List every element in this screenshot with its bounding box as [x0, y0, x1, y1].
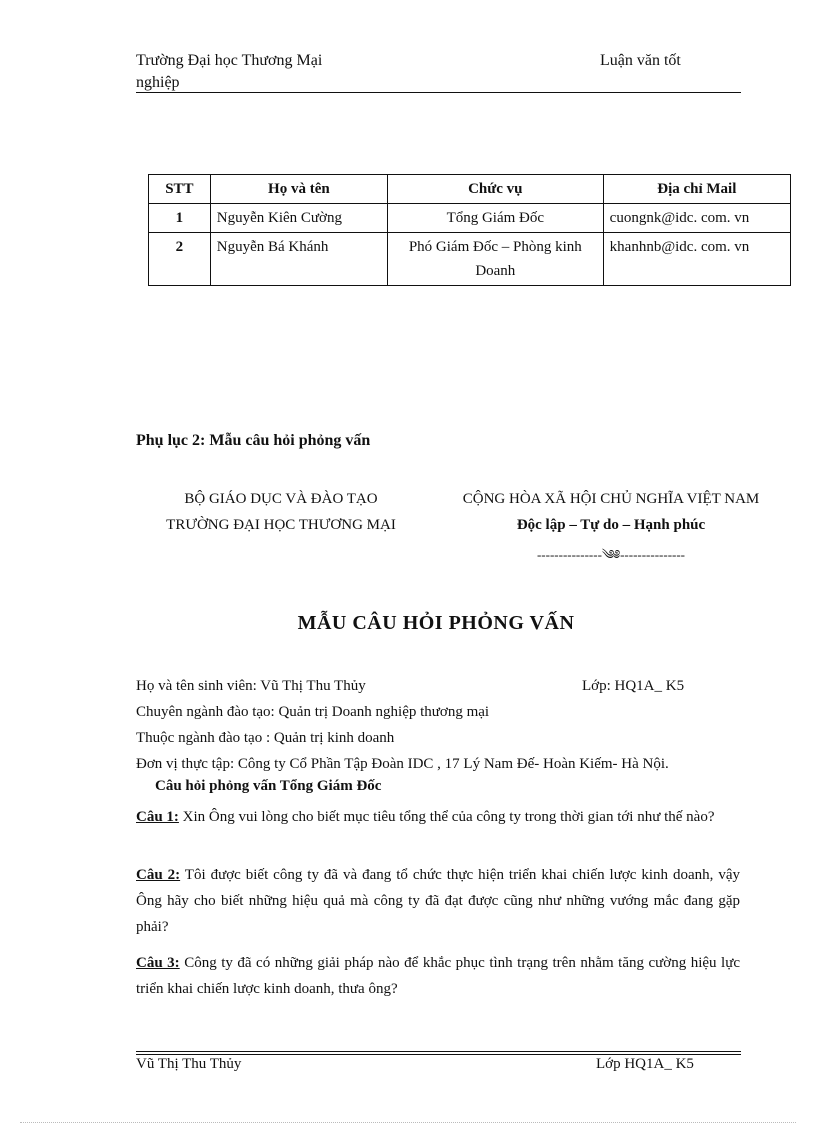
table-row [149, 233, 791, 286]
question-label: Câu 1: [136, 809, 179, 825]
student-class: Lớp: HQ1A_ K5 [582, 678, 685, 694]
cell-stt: 1 [149, 204, 211, 233]
header-thesis: Luận văn tốt [600, 52, 681, 69]
appendix-title: Phụ lục 2: Mẫu câu hỏi phỏng vấn [136, 432, 371, 449]
cell-stt: 2 [149, 233, 211, 286]
col-header-name: Họ và tên [210, 175, 387, 204]
question-label: Câu 2: [136, 867, 181, 883]
cell-position: Phó Giám Đốc – Phòng kinh Doanh [387, 233, 603, 286]
cell-name: Nguyễn Bá Khánh [210, 233, 387, 286]
republic-name: CỘNG HÒA XÃ HỘI CHỦ NGHĨA VIỆT NAM [462, 491, 760, 507]
form-title: MẪU CÂU HỎI PHỎNG VẤN [297, 612, 575, 634]
internship-unit: Đơn vị thực tập: Công ty Cổ Phần Tập Đoàn IDC , 17 Lý Nam Đế- Hoàn Kiếm- Hà Nội. [136, 756, 669, 772]
header-school-name: Trường Đại học Thương Mại [136, 52, 323, 69]
ministry-name: BỘ GIÁO DỤC VÀ ĐÀO TẠO [184, 491, 378, 507]
question-text: Công ty đã có những giải pháp nào để khắc phục tình trạng trên nhằm tăng cường hiệu lực triển khai chiến lược kinh doanh, thưa ông? [136, 955, 741, 997]
footer-author: Vũ Thị Thu Thủy [136, 1056, 242, 1072]
national-motto: Độc lập – Tự do – Hạnh phúc [516, 517, 706, 533]
header-school [136, 50, 436, 94]
table-row [149, 204, 791, 233]
cell-mail: cuongnk@idc. com. vn [603, 204, 790, 233]
student-faculty: Thuộc ngành đào tạo : Quản trị kinh doanh [136, 730, 395, 746]
question-3 [136, 950, 740, 1002]
question-2 [136, 862, 740, 940]
cell-name: Nguyễn Kiên Cường [210, 204, 387, 233]
org-left-block [136, 486, 426, 538]
table-header-row [149, 175, 791, 204]
university-name: TRƯỜNG ĐẠI HỌC THƯƠNG MẠI [166, 517, 396, 533]
student-name: Họ và tên sinh viên: Vũ Thị Thu Thủy [136, 678, 366, 694]
col-header-position: Chức vụ [387, 175, 603, 204]
header-school-cont: nghiệp [136, 74, 180, 91]
footer-class: Lớp HQ1A_ K5 [596, 1056, 694, 1072]
cell-mail: khanhnb@idc. com. vn [603, 233, 790, 286]
student-major: Chuyên ngành đào tạo: Quản trị Doanh nghiệp thương mại [136, 704, 490, 720]
org-right-block [436, 486, 786, 538]
col-header-mail: Địa chỉ Mail [603, 175, 790, 204]
footer-divider-bottom [136, 1054, 741, 1055]
question-label: Câu 3: [136, 955, 180, 971]
footer-divider-top [136, 1051, 741, 1052]
question-text: Xin Ông vui lòng cho biết mục tiêu tổng thể của công ty trong thời gian tới như thế nào? [178, 809, 715, 825]
question-1 [136, 804, 740, 830]
question-text: Tôi được biết công ty đã và đang tổ chức thực hiện triển khai chiến lược kinh doanh, vậy Ông hãy cho biết những hiệu quả mà công ty đã đạt được cũng như những vướng mắc đang gặp phải? [136, 867, 740, 935]
cell-position: Tổng Giám Đốc [387, 204, 603, 233]
header-divider [136, 92, 741, 93]
col-header-stt: STT [149, 175, 211, 204]
section-title: Câu hỏi phỏng vấn Tổng Giám Đốc [155, 778, 382, 794]
staff-table [148, 174, 791, 286]
ornament-divider: ---------------༄༅--------------- [536, 547, 686, 562]
